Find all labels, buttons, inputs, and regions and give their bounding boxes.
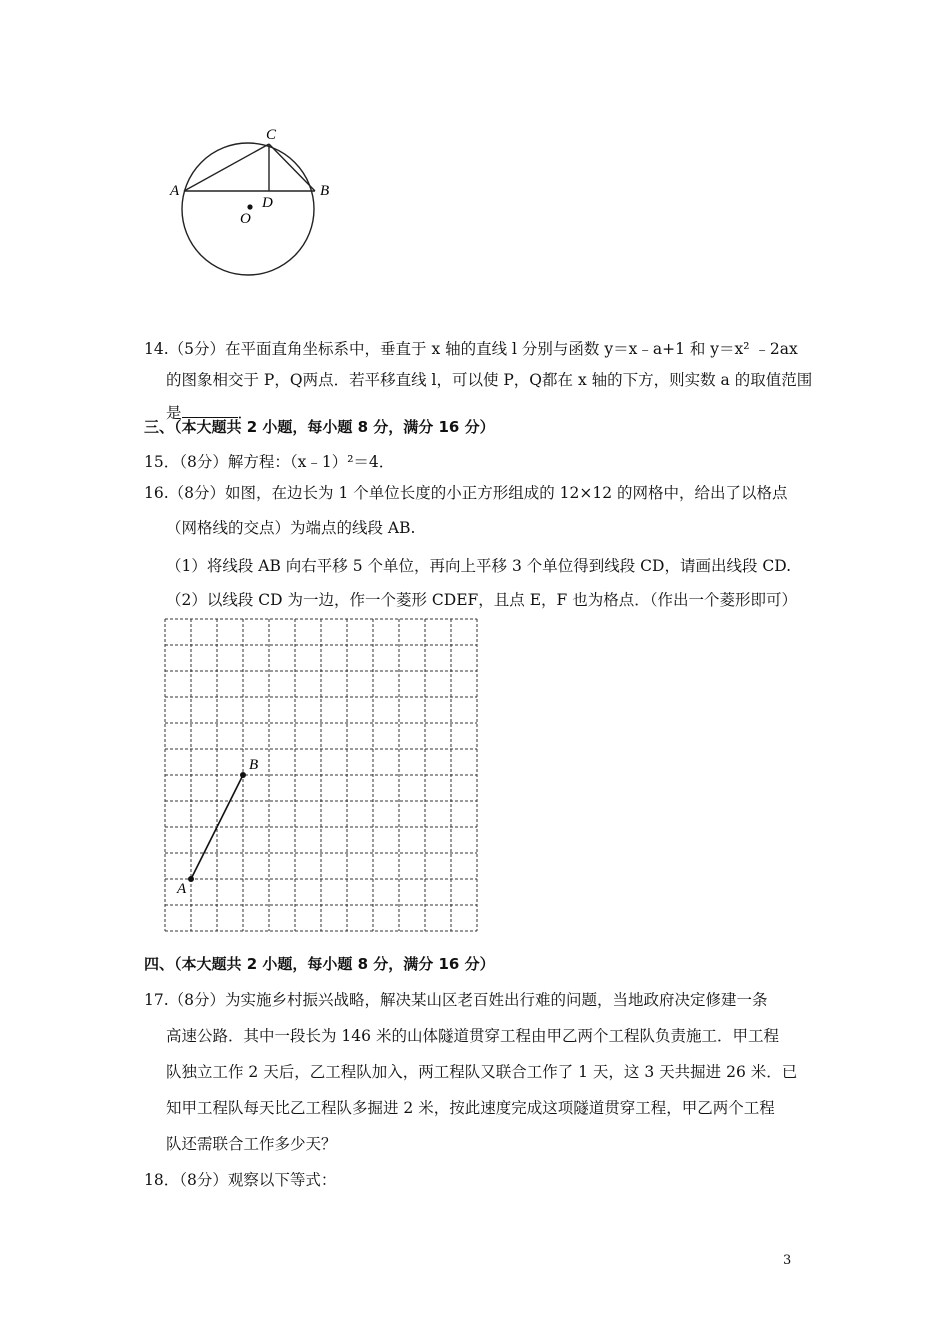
q16-part1: （1）将线段 AB 向右平移 5 个单位，再向上平移 3 个单位得到线段 CD，请画出线段 CD. [166,557,792,575]
label-c: C [266,127,277,143]
label-a: A [170,183,180,199]
q14-line1: 14.（5分）在平面直角坐标系中，垂直于 x 轴的直线 l 分别与函数 y＝x﹣a+1 和 y＝x² ﹣2ax [144,340,798,358]
label-b: B [320,183,330,199]
q14-line2: 的图象相交于 P，Q两点．若平移直线 l，可以使 P，Q都在 x 轴的下方，则实数 a 的取值范围 [166,371,813,389]
q17-line4: 知甲工程队每天比乙工程队多掘进 2 米，按此速度完成这项隧道贯穿工程，甲乙两个工程 [166,1099,775,1117]
q17-line5: 队还需联合工作多少天？ [166,1135,337,1153]
center-point [247,204,252,209]
q16-line2: （网格线的交点）为端点的线段 AB. [166,519,416,537]
q17-line2: 高速公路．其中一段长为 146 米的山体隧道贯穿工程由甲乙两个工程队负责施工．甲工程 [166,1027,779,1045]
q17-line3: 队独立工作 2 天后，乙工程队加入，两工程队又联合工作了 1 天，这 3 天共掘进 26 米．已 [166,1063,798,1081]
label-a: A [177,881,187,897]
section4-title: 四、（本大题共 2 小题，每小题 8 分，满分 16 分） [144,955,495,973]
answer-blank[interactable] [182,403,238,418]
q16-part2: （2）以线段 CD 为一边，作一个菱形 CDEF，且点 E，F 也为格点．（作出一个菱形即可） [166,591,797,609]
chord-bc [269,144,315,191]
circle-figure [160,120,350,285]
q15-text: 15．（8分）解方程：（x﹣1）²＝4． [144,453,395,471]
q18-text: 18．（8分）观察以下等式： [144,1171,337,1189]
label-d: D [262,195,273,211]
label-b: B [249,757,259,773]
q14-line3-suffix: ． [237,404,254,422]
point-a [188,876,194,882]
q16-line1: 16.（8分）如图，在边长为 1 个单位长度的小正方形组成的 12×12 的网格中，给出了以格点 [144,484,788,502]
circle-o [182,143,314,275]
label-o: O [240,211,251,227]
point-b [240,772,246,778]
q14-line3-prefix: 是 [166,404,182,422]
q17-line1: 17.（8分）为实施乡村振兴战略，解决某山区老百姓出行难的问题，当地政府决定修建一条 [144,991,768,1009]
section3-title: 三、（本大题共 2 小题，每小题 8 分，满分 16 分） [144,418,495,436]
grid-figure [150,612,490,937]
page-number: 3 [783,1253,792,1268]
